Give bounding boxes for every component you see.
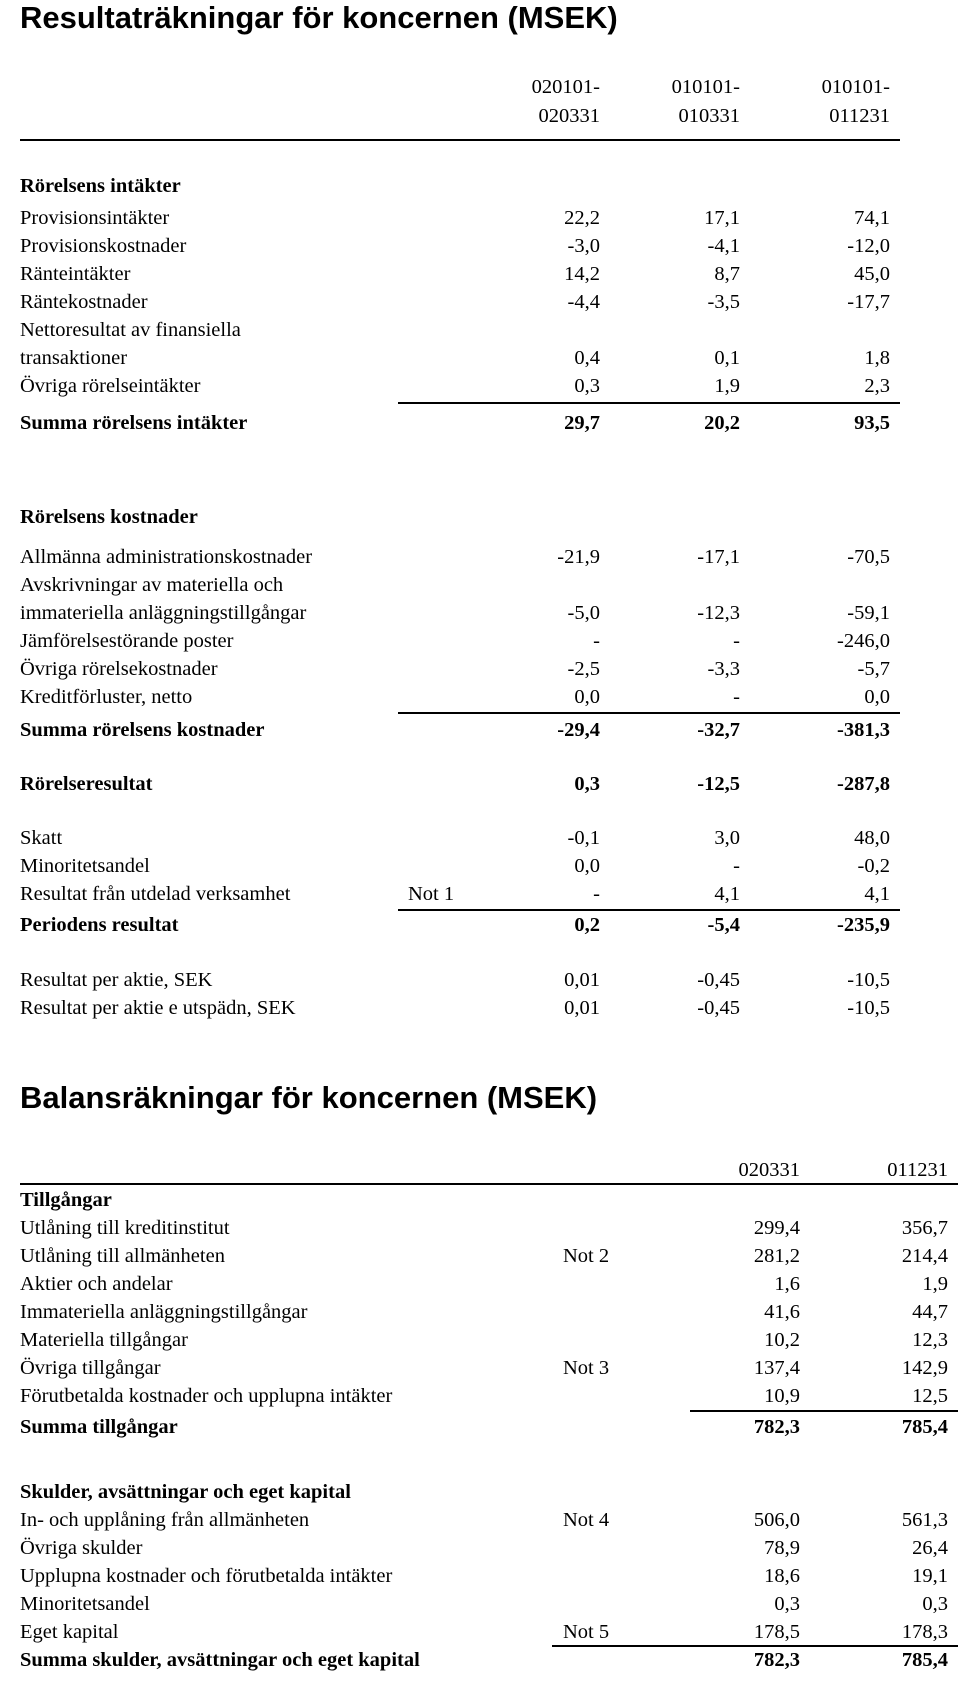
income-header-col3-line1: 010101- <box>821 76 890 98</box>
income-title: Resultaträkningar för koncernen (MSEK) <box>20 0 618 35</box>
income-row-value: -5,4 <box>707 914 740 936</box>
balance-row-value: 506,0 <box>753 1509 800 1531</box>
balance-row-note: Not 4 <box>563 1509 610 1531</box>
balance-row-value: 178,5 <box>753 1621 800 1643</box>
balance-header-col1: 020331 <box>738 1159 800 1181</box>
balance-row-label: Aktier och andelar <box>20 1273 173 1295</box>
income-header-col1-line1: 020101- <box>531 76 600 98</box>
balance-row-label: Materiella tillgångar <box>20 1329 188 1351</box>
balance-row-value: 356,7 <box>901 1217 948 1239</box>
income-row-value: 0,0 <box>864 686 890 708</box>
income-header-rule <box>20 139 900 141</box>
balance-row-label: Utlåning till allmänheten <box>20 1245 225 1267</box>
income-row-value: -4,4 <box>567 291 600 313</box>
balance-row-label: In- och upplåning från allmänheten <box>20 1509 310 1531</box>
income-row-value: 0,0 <box>574 855 600 877</box>
income-row-value: -10,5 <box>847 997 890 1019</box>
income-row-value: -0,45 <box>697 997 740 1019</box>
balance-row-value: 44,7 <box>912 1301 948 1323</box>
income-row-value: -246,0 <box>837 630 890 652</box>
income-row-value: 1,8 <box>864 347 890 369</box>
balance-row-value: 142,9 <box>901 1357 948 1379</box>
balance-row-label: Tillgångar <box>20 1189 112 1211</box>
income-row-label: Övriga rörelseintäkter <box>20 375 201 397</box>
income-row-value: 20,2 <box>704 412 740 434</box>
balance-row-label: Utlåning till kreditinstitut <box>20 1217 230 1239</box>
balance-row-value: 12,5 <box>912 1385 948 1407</box>
income-row-value: 48,0 <box>854 827 890 849</box>
balance-row-label: Upplupna kostnader och förutbetalda intäkter <box>20 1565 393 1587</box>
balance-row-value: 19,1 <box>912 1565 948 1587</box>
income-row-value: 0,3 <box>574 375 600 397</box>
income-row-label: Resultat från utdelad verksamhet <box>20 883 291 905</box>
income-row-value: -5,0 <box>567 602 600 624</box>
balance-row-value: 41,6 <box>764 1301 800 1323</box>
income-row-value: 4,1 <box>864 883 890 905</box>
income-row-label: transaktioner <box>20 347 128 369</box>
balance-sum-rule <box>690 1410 958 1412</box>
income-row-value: 45,0 <box>854 263 890 285</box>
balance-title: Balansräkningar för koncernen (MSEK) <box>20 1080 598 1115</box>
income-row-label: Övriga rörelsekostnader <box>20 658 218 680</box>
income-row-value: 22,2 <box>564 207 600 229</box>
income-row-value: -12,0 <box>847 235 890 257</box>
income-row-label: Skatt <box>20 827 63 849</box>
income-row-label: Räntekostnader <box>20 291 148 313</box>
balance-row-value: 1,6 <box>774 1273 800 1295</box>
income-row-value: -59,1 <box>847 602 890 624</box>
income-row-value: -0,45 <box>697 969 740 991</box>
income-row-value: -381,3 <box>837 719 890 741</box>
balance-row-value: 26,4 <box>912 1537 948 1559</box>
balance-row-value: 137,4 <box>753 1357 800 1379</box>
income-row-label: Kreditförluster, netto <box>20 686 193 708</box>
balance-row-value: 299,4 <box>753 1217 800 1239</box>
income-row-label: Provisionsintäkter <box>20 207 170 229</box>
income-row-value: -21,9 <box>557 546 600 568</box>
balance-sum-rule <box>552 1645 958 1647</box>
income-row-label: Rörelsens kostnader <box>20 506 198 528</box>
income-row-value: -235,9 <box>837 914 890 936</box>
balance-row-value: 78,9 <box>764 1537 800 1559</box>
income-row-value: - <box>593 630 600 652</box>
income-row-value: -0,1 <box>567 827 600 849</box>
balance-row-label: Förutbetalda kostnader och upplupna intäkter <box>20 1385 393 1407</box>
income-row-value: 93,5 <box>854 412 890 434</box>
income-row-value: 17,1 <box>704 207 740 229</box>
balance-row-label: Övriga tillgångar <box>20 1357 161 1379</box>
income-row-value: -2,5 <box>567 658 600 680</box>
income-row-label: Ränteintäkter <box>20 263 131 285</box>
balance-row-value: 178,3 <box>901 1621 948 1643</box>
income-row-value: -29,4 <box>557 719 600 741</box>
balance-row-label: Minoritetsandel <box>20 1593 150 1615</box>
income-row-label: Avskrivningar av materiella och <box>20 574 284 596</box>
balance-row-value: 782,3 <box>753 1416 800 1438</box>
income-row-label: Summa rörelsens intäkter <box>20 412 248 434</box>
income-row-value: 29,7 <box>564 412 600 434</box>
income-row-value: -287,8 <box>837 773 890 795</box>
income-row-value: -5,7 <box>857 658 890 680</box>
income-row-label: Minoritetsandel <box>20 855 150 877</box>
income-row-value: 14,2 <box>564 263 600 285</box>
income-row-value: -3,5 <box>707 291 740 313</box>
income-row-value: 0,2 <box>574 914 600 936</box>
income-row-label: Rörelseresultat <box>20 773 153 795</box>
income-header-col1-line2: 020331 <box>538 105 600 127</box>
balance-row-value: 10,2 <box>764 1329 800 1351</box>
balance-row-label: Summa skulder, avsättningar och eget kapital <box>20 1649 420 1671</box>
income-row-label: Rörelsens intäkter <box>20 175 181 197</box>
income-row-value: 0,4 <box>574 347 600 369</box>
income-row-label: Resultat per aktie e utspädn, SEK <box>20 997 296 1019</box>
income-row-label: immateriella anläggningstillgångar <box>20 602 307 624</box>
balance-row-value: 12,3 <box>912 1329 948 1351</box>
balance-row-value: 281,2 <box>753 1245 800 1267</box>
income-row-value: -32,7 <box>697 719 740 741</box>
income-row-value: -12,3 <box>697 602 740 624</box>
income-row-label: Jämförelsestörande poster <box>20 630 234 652</box>
balance-row-value: 785,4 <box>901 1416 948 1438</box>
balance-header-col2: 011231 <box>887 1159 948 1181</box>
balance-row-label: Summa tillgångar <box>20 1416 178 1438</box>
balance-row-value: 785,4 <box>901 1649 948 1671</box>
income-row-value: -17,7 <box>847 291 890 313</box>
income-row-value: -70,5 <box>847 546 890 568</box>
balance-row-label: Immateriella anläggningstillgångar <box>20 1301 308 1323</box>
income-row-value: 0,0 <box>574 686 600 708</box>
income-row-value: - <box>593 883 600 905</box>
income-row-value: - <box>733 686 740 708</box>
income-row-value: 74,1 <box>854 207 890 229</box>
income-row-value: -17,1 <box>697 546 740 568</box>
balance-row-value: 18,6 <box>764 1565 800 1587</box>
income-row-value: 1,9 <box>714 375 740 397</box>
income-row-label: Nettoresultat av finansiella <box>20 319 241 341</box>
income-header-col2-line2: 010331 <box>678 105 740 127</box>
balance-row-label: Skulder, avsättningar och eget kapital <box>20 1481 351 1503</box>
income-row-label: Summa rörelsens kostnader <box>20 719 265 741</box>
balance-row-label: Övriga skulder <box>20 1537 143 1559</box>
balance-row-value: 782,3 <box>753 1649 800 1671</box>
income-row-value: - <box>733 855 740 877</box>
income-row-value: -12,5 <box>697 773 740 795</box>
income-row-value: -4,1 <box>707 235 740 257</box>
income-row-label: Periodens resultat <box>20 914 179 936</box>
balance-row-note: Not 2 <box>563 1245 610 1267</box>
balance-row-value: 10,9 <box>764 1385 800 1407</box>
balance-row-label: Eget kapital <box>20 1621 119 1643</box>
balance-row-note: Not 5 <box>563 1621 610 1643</box>
balance-row-value: 0,3 <box>774 1593 800 1615</box>
balance-row-value: 0,3 <box>922 1593 948 1615</box>
income-header-col2-line1: 010101- <box>671 76 740 98</box>
income-row-value: -0,2 <box>857 855 890 877</box>
income-row-label: Resultat per aktie, SEK <box>20 969 213 991</box>
balance-row-value: 561,3 <box>901 1509 948 1531</box>
income-row-value: 2,3 <box>864 375 890 397</box>
income-sum-rule <box>398 909 900 911</box>
balance-row-value: 1,9 <box>922 1273 948 1295</box>
income-row-label: Provisionskostnader <box>20 235 187 257</box>
income-row-value: 3,0 <box>714 827 740 849</box>
income-row-value: - <box>733 630 740 652</box>
balance-row-value: 214,4 <box>901 1245 948 1267</box>
income-row-value: -3,0 <box>567 235 600 257</box>
balance-header-rule <box>20 1183 958 1185</box>
income-row-value: -10,5 <box>847 969 890 991</box>
income-row-value: -3,3 <box>707 658 740 680</box>
income-sum-rule <box>398 712 900 714</box>
income-row-label: Allmänna administrationskostnader <box>20 546 313 568</box>
income-row-value: 0,1 <box>714 347 740 369</box>
income-row-value: 0,01 <box>564 997 600 1019</box>
income-header-col3-line2: 011231 <box>829 105 890 127</box>
income-row-value: 0,01 <box>564 969 600 991</box>
income-sum-rule <box>398 402 900 404</box>
income-row-value: 8,7 <box>714 263 740 285</box>
income-row-note: Not 1 <box>408 883 455 905</box>
income-row-value: 0,3 <box>574 773 600 795</box>
balance-row-note: Not 3 <box>563 1357 610 1379</box>
income-row-value: 4,1 <box>714 883 740 905</box>
